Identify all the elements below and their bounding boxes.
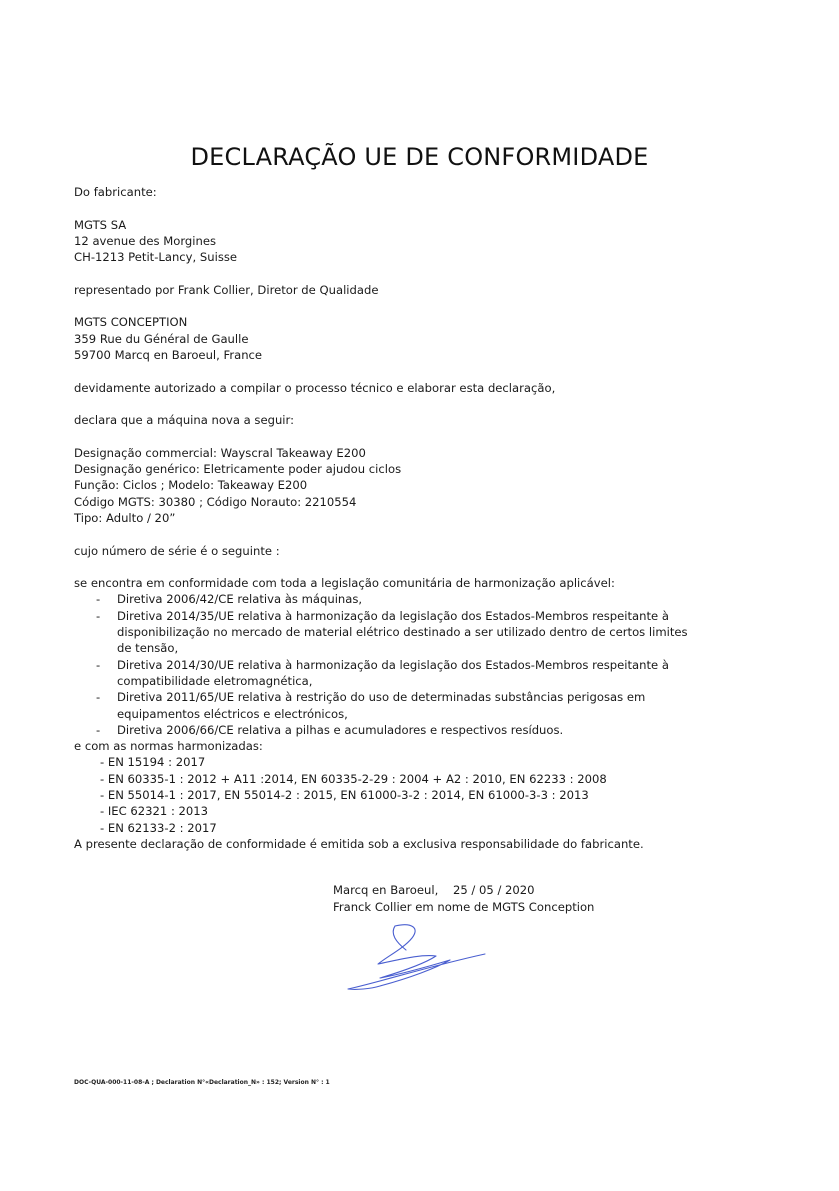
responsibility-text: A presente declaração de conformidade é emitida sob a exclusiva responsabilidade do fabricante. <box>74 836 644 851</box>
norm-item: - EN 62133-2 : 2017 <box>100 820 217 835</box>
norm-item: - EN 60335-1 : 2012 + A11 :2014, EN 60335-2-29 : 2004 + A2 : 2010, EN 62233 : 2008 <box>100 771 607 786</box>
serial-text: cujo número de série é o seguinte : <box>74 543 280 558</box>
directive-item: - Diretiva 2014/35/UE relativa à harmonização da legislação dos Estados-Membros respeitante à disponibilização no mercado de material elétrico destinado a ser utilizado dentro de certos limites de tensão, <box>74 608 774 657</box>
authorized-address <box>74 314 774 363</box>
signature-block <box>333 882 594 915</box>
authorized-city: 59700 Marcq en Baroeul, France <box>74 347 263 362</box>
directive-item: - Diretiva 2014/30/UE relativa à harmonização da legislação dos Estados-Membros respeitante à compatibilidade eletromagnética, <box>74 657 774 690</box>
authorized-text: devidamente autorizado a compilar o processo técnico e elaborar esta declaração, <box>74 380 556 395</box>
declares-text: declara que a máquina nova a seguir: <box>74 413 294 428</box>
signature-image <box>340 920 490 995</box>
authorized-name: MGTS CONCEPTION <box>74 315 188 330</box>
directive-item: - Diretiva 2006/66/CE relativa a pilhas e acumuladores e respectivos resíduos. <box>74 722 774 738</box>
document-body <box>74 184 774 852</box>
represented-by: representado por Frank Collier, Diretor de Qualidade <box>74 282 379 297</box>
designation-generic: Designação genérico: Eletricamente poder ajudou ciclos <box>74 462 402 477</box>
document-footer: DOC-QUA-000-11-08-A ; Declaration N°«Declaration_N» : 152; Version N° : 1 <box>74 1079 330 1086</box>
machine-details <box>74 445 774 526</box>
manufacturer-city: CH-1213 Petit-Lancy, Suisse <box>74 250 238 265</box>
conformity-text: se encontra em conformidade com toda a legislação comunitária de harmonização aplicável: <box>74 576 615 591</box>
product-type: Tipo: Adulto / 20” <box>74 510 176 525</box>
designation-commercial: Designação commercial: Wayscral Takeaway E200 <box>74 445 366 460</box>
product-codes: Código MGTS: 30380 ; Código Norauto: 2210554 <box>74 494 357 509</box>
norm-item: - EN 55014-1 : 2017, EN 55014-2 : 2015, EN 61000-3-2 : 2014, EN 61000-3-3 : 2013 <box>100 787 589 802</box>
norms-label: e com as normas harmonizadas: <box>74 739 263 754</box>
manufacturer-street: 12 avenue des Morgines <box>74 233 217 248</box>
place-date: Marcq en Baroeul, 25 / 05 / 2020 <box>333 883 535 897</box>
norm-item: - IEC 62321 : 2013 <box>100 804 209 819</box>
function-model: Função: Ciclos ; Modelo: Takeaway E200 <box>74 478 308 493</box>
document-title: DECLARAÇÃO UE DE CONFORMIDADE <box>190 143 649 171</box>
manufacturer-name: MGTS SA <box>74 217 127 232</box>
authorized-street: 359 Rue du Général de Gaulle <box>74 331 249 346</box>
directive-item: - Diretiva 2011/65/UE relativa à restrição do uso de determinadas substâncias perigosas em equipamentos eléctricos e electrónicos, <box>74 689 774 722</box>
directive-item: - Diretiva 2006/42/CE relativa às máquinas, <box>74 591 774 607</box>
norms-list <box>74 754 774 835</box>
manufacturer-address <box>74 217 774 266</box>
norm-item: - EN 15194 : 2017 <box>100 755 206 770</box>
directives-list <box>74 591 774 738</box>
manufacturer-label: Do fabricante: <box>74 185 157 199</box>
signatory: Franck Collier em nome de MGTS Conception <box>333 899 595 914</box>
